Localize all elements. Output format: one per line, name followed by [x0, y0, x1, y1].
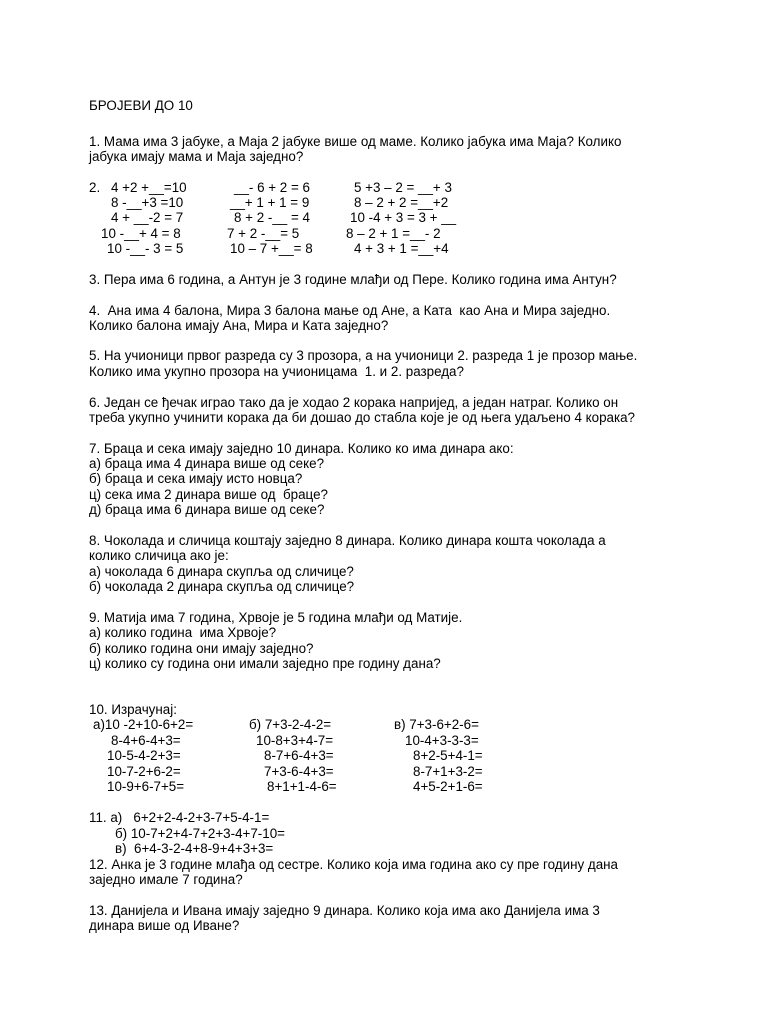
q2-number: 2.: [89, 180, 101, 195]
q2-col3-row2: 8 – 2 + 2 =__+2: [354, 195, 449, 210]
q4-line-1: 4. Ана има 4 балона, Мира 3 балона мање од Ане, а Ката као Ана и Мира заједно.: [89, 303, 611, 318]
q2-col1-row5: 10 -__- 3 = 5: [107, 241, 184, 256]
q10-col2-row5: 8+1+1-4-6=: [267, 779, 337, 794]
q7-line-5: д) браца има 6 динара више од секе?: [89, 502, 325, 517]
q2-col2-row3: 8 + 2 -__ = 4: [234, 210, 310, 225]
q3-line-1: 3. Пера има 6 година, а Антун је 3 године млађи од Пере. Колико година има Антун?: [89, 272, 617, 287]
q8-line-1: 8. Чоколада и сличица коштају заједно 8 динара. Колико динара кошта чоколада а: [89, 533, 606, 548]
q12-line-2: заједно имале 7 година?: [89, 872, 243, 887]
q10-col3-row2: 10-4+3-3-3=: [405, 733, 479, 748]
q2-col3-row4: 8 – 2 + 1 =__- 2: [346, 226, 441, 241]
q7-line-2: а) браца има 4 динара више од секе?: [89, 456, 325, 471]
q8-line-3: а) чоколада 6 динара скупља од сличице?: [89, 564, 354, 579]
q2-col2-row1: __- 6 + 2 = 6: [234, 180, 310, 195]
q9-line-1: 9. Матија има 7 година, Хрвоје је 5 година млађи од Матије.: [89, 610, 463, 625]
page-title: БРОЈЕВИ ДО 10: [89, 98, 193, 113]
q2-col2-row2: __+ 1 + 1 = 9: [230, 195, 310, 210]
q10-col3-row3: 8+2-5+4-1=: [413, 748, 483, 763]
q2-col3-row3: 10 -4 + 3 = 3 + __: [350, 210, 457, 225]
q11-line-3: в) 6+4-3-2-4+8-9+4+3+3=: [115, 841, 274, 856]
q7-line-3: б) браца и сека имају исто новца?: [89, 471, 303, 486]
q10-col3-row4: 8-7+1+3-2=: [413, 764, 483, 779]
q4-line-2: Колико балона имају Ана, Мира и Ката заједно?: [89, 318, 389, 333]
q8-line-4: б) чоколада 2 динара скупља од сличице?: [89, 579, 355, 594]
q11-line-1: 11. а) 6+2+2-4-2+3-7+5-4-1=: [89, 810, 270, 825]
q1-line-1: 1. Мама има 3 јабуке, а Маја 2 јабуке више од маме. Колико јабука има Маја? Колико: [89, 134, 622, 149]
q12-line-1: 12. Анка је 3 године млађа од сестре. Колико која има година ако су пре годину дана: [89, 857, 618, 872]
q10-col2-row2: 10-8+3+4-7=: [256, 733, 334, 748]
q2-col1-row1: 4 +2 +__=10: [111, 180, 187, 195]
q10-col1-row3: 10-5-4-2+3=: [107, 748, 181, 763]
q6-line-1: 6. Један се ђечак играо тако да је ходао 2 корака напријед, а један натраг. Колико он: [89, 395, 619, 410]
q5-line-2: Колико има укупно прозора на учионицама 1. и 2. разреда?: [89, 364, 464, 379]
q10-col1-row1: а)10 -2+10-6+2=: [93, 717, 194, 732]
q10-col2-row3: 8-7+6-4+3=: [264, 748, 334, 763]
q1-line-2: јабука имају мама и Маја заједно?: [89, 149, 304, 164]
q7-line-1: 7. Браца и сека имају заједно 10 динара. Колико ко има динара ако:: [89, 441, 514, 456]
q2-col1-row3: 4 + __-2 = 7: [111, 210, 184, 225]
q10-col1-row2: 8-4+6-4+3=: [111, 733, 181, 748]
q10-col2-row1: б) 7+3-2-4-2=: [249, 717, 332, 732]
q9-line-3: б) колико година они имају заједно?: [89, 641, 314, 656]
q2-col2-row5: 10 – 7 +__= 8: [230, 241, 313, 256]
q6-line-2: треба укупно учинити корака да би дошао до стабла које је од њега удаљено 4 корака?: [89, 410, 636, 425]
q10-col1-row5: 10-9+6-7+5=: [107, 779, 185, 794]
q2-col3-row5: 4 + 3 + 1 =__+4: [354, 241, 449, 256]
q2-col1-row4: 10 -__+ 4 = 8: [101, 226, 181, 241]
q2-col1-row2: 8 -__+3 =10: [111, 195, 184, 210]
q10-col1-row4: 10-7-2+6-2=: [107, 764, 181, 779]
q10-col2-row4: 7+3-6-4+3=: [264, 764, 334, 779]
q9-line-2: а) колико година има Хрвоје?: [89, 625, 277, 640]
q8-line-2: колико сличица ако је:: [89, 548, 229, 563]
q7-line-4: ц) сека има 2 динара више од браце?: [89, 487, 328, 502]
q2-col2-row4: 7 + 2 -__= 5: [227, 226, 300, 241]
q10-col3-row5: 4+5-2+1-6=: [413, 779, 483, 794]
q13-line-1: 13. Данијела и Ивана имају заједно 9 динара. Колико која има ако Данијела има 3: [89, 903, 600, 918]
q13-line-2: динара више од Иване?: [89, 918, 240, 933]
q2-col3-row1: 5 +3 – 2 = __+ 3: [354, 180, 452, 195]
q10-col3-row1: в) 7+3-6+2-6=: [394, 717, 479, 732]
q11-line-2: б) 10-7+2+4-7+2+3-4+7-10=: [115, 826, 285, 841]
q5-line-1: 5. На учионици првог разреда су 3 прозора, а на учионици 2. разреда 1 је прозор мање.: [89, 348, 638, 363]
q10-heading: 10. Израчунај:: [89, 702, 177, 717]
q9-line-4: ц) колико су година они имали заједно пре годину дана?: [89, 656, 441, 671]
